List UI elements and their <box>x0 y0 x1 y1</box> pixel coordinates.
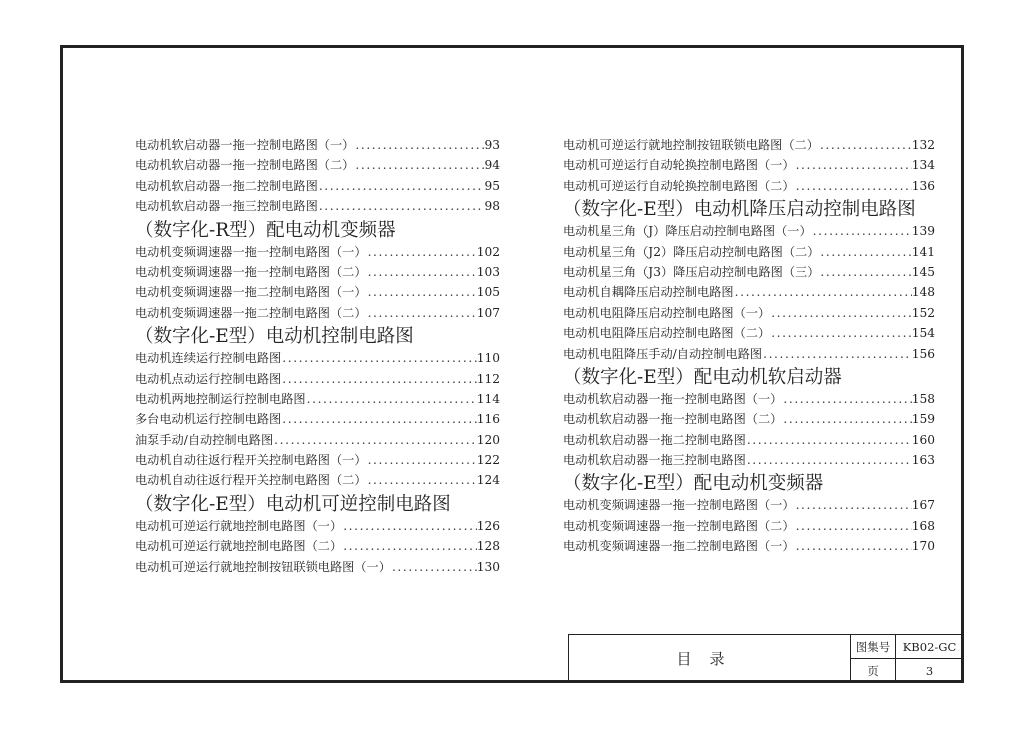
dot-leader <box>795 158 912 172</box>
toc-entry-page: 167 <box>911 498 935 513</box>
section-heading: （数字化-E型）配电动机软启动器 <box>563 366 842 388</box>
toc-entry-page: 122 <box>476 453 500 468</box>
toc-entry[interactable] <box>135 390 500 410</box>
toc-entry-page: 124 <box>476 473 500 488</box>
toc-entry[interactable] <box>563 517 935 537</box>
dot-leader <box>367 473 477 487</box>
toc-entry[interactable] <box>135 471 500 491</box>
toc-entry-page: 148 <box>911 285 935 300</box>
toc-entry[interactable] <box>135 243 500 263</box>
dot-leader <box>782 392 911 406</box>
toc-entry-title: 电动机电阻降压手动/自动控制电路图 <box>563 346 763 361</box>
toc-entry-title: 电动机软启动器一拖一控制电路图（二） <box>563 412 783 427</box>
dot-leader <box>342 519 477 533</box>
page-label: 页 <box>851 659 896 683</box>
toc-entry[interactable] <box>135 537 500 557</box>
dot-leader <box>318 179 485 193</box>
atlas-number-label: 图集号 <box>851 635 896 659</box>
toc-entry-page: 120 <box>476 432 500 447</box>
toc-entry-title: 电动机自耦降压启动控制电路图 <box>563 285 734 300</box>
toc-entry-title: 电动机电阻降压启动控制电路图（一） <box>563 305 771 320</box>
toc-entry[interactable] <box>563 156 935 176</box>
toc-entry-title: 电动机自动往返行程开关控制电路图（二） <box>135 473 367 488</box>
section-heading: （数字化-R型）配电动机变频器 <box>135 219 396 241</box>
toc-entry[interactable] <box>135 349 500 369</box>
toc-entry[interactable] <box>563 451 935 471</box>
toc-entry-page: 93 <box>484 138 500 152</box>
toc-entry-title: 电动机点动运行控制电路图 <box>135 371 282 386</box>
toc-entry-title: 电动机可逆运行就地控制电路图（二） <box>135 539 343 554</box>
dot-leader <box>819 245 911 259</box>
toc-entry[interactable] <box>135 431 500 451</box>
dot-leader <box>367 245 477 259</box>
toc-entry-title: 电动机软启动器一拖三控制电路图 <box>135 199 318 214</box>
toc-entry-title: 电动机变频调速器一拖二控制电路图（一） <box>563 539 795 554</box>
toc-entry[interactable] <box>135 136 500 156</box>
toc-entry[interactable] <box>135 177 500 197</box>
dot-leader <box>367 306 477 320</box>
toc-entry-title: 电动机软启动器一拖二控制电路图 <box>563 432 746 447</box>
title-block <box>568 634 964 683</box>
toc-entry[interactable] <box>563 136 935 156</box>
toc-entry-page: 94 <box>484 158 500 173</box>
toc-entry-page: 152 <box>911 305 935 320</box>
dot-leader <box>367 453 477 467</box>
toc-entry-title: 电动机变频调速器一拖一控制电路图（二） <box>135 264 367 279</box>
toc-entry-title: 电动机电阻降压启动控制电路图（二） <box>563 326 771 341</box>
page-number: 3 <box>896 659 964 683</box>
toc-entry-title: 油泵手动/自动控制电路图 <box>135 432 274 447</box>
toc-entry-page: 156 <box>911 346 935 361</box>
dot-leader <box>367 265 477 279</box>
toc-entry-page: 112 <box>476 371 500 386</box>
toc-entry-page: 103 <box>476 264 500 279</box>
toc-entry-page: 95 <box>484 178 500 193</box>
dot-leader <box>795 498 912 512</box>
toc-entry-title: 电动机连续运行控制电路图 <box>135 351 282 366</box>
toc-entry-page: 107 <box>476 305 500 320</box>
dot-leader <box>795 539 912 553</box>
toc-entry-page: 130 <box>476 559 500 574</box>
dot-leader <box>281 351 476 365</box>
toc-entry[interactable] <box>563 304 935 324</box>
toc-entry-title: 电动机可逆运行就地控制按钮联锁电路图（一） <box>135 559 391 574</box>
dot-leader <box>342 539 477 553</box>
toc-entry[interactable] <box>135 410 500 430</box>
toc-entry-title: 电动机变频调速器一拖一控制电路图（一） <box>135 244 367 259</box>
toc-entry[interactable] <box>563 431 935 451</box>
toc-entry-page: 170 <box>911 539 935 554</box>
dot-leader <box>762 347 912 361</box>
toc-entry[interactable] <box>135 156 500 176</box>
toc-entry-page: 141 <box>911 244 935 259</box>
toc-entry[interactable] <box>563 283 935 303</box>
toc-entry-title: 电动机可逆运行自动轮换控制电路图（二） <box>563 178 795 193</box>
toc-entry[interactable] <box>135 263 500 283</box>
toc-entry[interactable] <box>135 304 500 324</box>
toc-entry-title: 电动机软启动器一拖一控制电路图（一） <box>135 138 355 152</box>
dot-leader <box>354 158 484 172</box>
toc-entry-page: 116 <box>476 412 500 427</box>
toc-entry[interactable] <box>135 451 500 471</box>
toc-entry-title: 电动机软启动器一拖三控制电路图 <box>563 453 746 468</box>
toc-entry[interactable] <box>135 558 500 578</box>
dot-leader <box>734 285 912 299</box>
toc-entry-page: 102 <box>476 244 500 259</box>
toc-entry-page: 128 <box>476 539 500 554</box>
toc-entry-page: 126 <box>476 518 500 533</box>
section-heading: （数字化-E型）配电动机变频器 <box>563 473 824 495</box>
dot-leader <box>306 392 477 406</box>
toc-entry-title: 电动机软启动器一拖一控制电路图（二） <box>135 158 355 173</box>
toc-entry[interactable] <box>563 243 935 263</box>
dot-leader <box>281 412 476 426</box>
dot-leader <box>819 265 911 279</box>
dot-leader <box>746 453 912 467</box>
toc-entry[interactable] <box>563 390 935 410</box>
toc-entry-title: 电动机可逆运行就地控制按钮联锁电路图（二） <box>563 138 819 152</box>
toc-entry-page: 110 <box>476 351 500 366</box>
dot-leader <box>782 412 911 426</box>
dot-leader <box>770 326 912 340</box>
toc-entry-title: 多台电动机运行控制电路图 <box>135 412 282 427</box>
toc-left-column <box>135 136 500 578</box>
toc-entry-title: 电动机软启动器一拖二控制电路图 <box>135 178 318 193</box>
toc-entry[interactable] <box>563 496 935 516</box>
toc-entry-page: 159 <box>911 412 935 427</box>
toc-entry[interactable] <box>563 537 935 557</box>
toc-entry-title: 电动机星三角（J2）降压启动控制电路图（二） <box>563 244 820 259</box>
toc-entry[interactable] <box>563 410 935 430</box>
toc-entry-title: 电动机星三角（J3）降压启动控制电路图（三） <box>563 264 820 279</box>
section-heading: （数字化-E型）电动机降压启动控制电路图 <box>563 199 916 221</box>
toc-entry[interactable] <box>563 345 935 365</box>
dot-leader <box>367 285 477 299</box>
dot-leader <box>281 372 476 386</box>
dot-leader <box>770 306 912 320</box>
toc-entry-title: 电动机变频调速器一拖一控制电路图（二） <box>563 518 795 533</box>
toc-entry-page: 114 <box>476 391 500 406</box>
atlas-number: KB02-GC <box>896 635 964 659</box>
dot-leader <box>795 179 912 193</box>
toc-entry[interactable] <box>563 222 935 242</box>
dot-leader <box>354 138 484 152</box>
toc-entry-title: 电动机可逆运行就地控制电路图（一） <box>135 518 343 533</box>
dot-leader <box>391 560 477 574</box>
toc-entry-title: 电动机变频调速器一拖一控制电路图（一） <box>563 498 795 513</box>
dot-leader <box>273 433 477 447</box>
toc-entry[interactable] <box>563 263 935 283</box>
toc-entry-page: 158 <box>911 391 935 406</box>
toc-entry[interactable] <box>563 177 935 197</box>
toc-entry[interactable] <box>135 197 500 217</box>
toc-entry-page: 139 <box>911 224 935 239</box>
dot-leader <box>795 519 912 533</box>
toc-entry-page: 145 <box>911 264 935 279</box>
toc-entry-title: 电动机星三角（J）降压启动控制电路图（一） <box>563 224 812 239</box>
toc-entry-title: 电动机变频调速器一拖二控制电路图（二） <box>135 305 367 320</box>
toc-entry-title: 电动机自动往返行程开关控制电路图（一） <box>135 453 367 468</box>
toc-entry[interactable] <box>135 517 500 537</box>
toc-entry-page: 136 <box>911 178 935 193</box>
toc-entry-title: 电动机可逆运行自动轮换控制电路图（一） <box>563 158 795 173</box>
toc-entry-page: 154 <box>911 326 935 341</box>
toc-entry-page: 134 <box>911 158 935 173</box>
toc-entry-page: 132 <box>911 138 935 152</box>
dot-leader <box>746 433 912 447</box>
title-block-title: 目录 <box>569 635 851 683</box>
toc-entry[interactable] <box>563 324 935 344</box>
toc-entry-page: 160 <box>911 432 935 447</box>
toc-entry-title: 电动机软启动器一拖一控制电路图（一） <box>563 391 783 406</box>
toc-right-column <box>563 136 935 558</box>
toc-entry[interactable] <box>135 283 500 303</box>
toc-entry-page: 168 <box>911 518 935 533</box>
toc-entry-page: 105 <box>476 285 500 300</box>
toc-entry-page: 163 <box>911 453 935 468</box>
toc-entry[interactable] <box>135 370 500 390</box>
dot-leader <box>318 199 485 213</box>
section-heading: （数字化-E型）电动机可逆控制电路图 <box>135 493 451 515</box>
section-heading: （数字化-E型）电动机控制电路图 <box>135 326 414 348</box>
toc-entry-title: 电动机变频调速器一拖二控制电路图（一） <box>135 285 367 300</box>
toc-entry-title: 电动机两地控制运行控制电路图 <box>135 391 306 406</box>
dot-leader <box>819 138 912 152</box>
toc-entry-page: 98 <box>484 199 500 214</box>
dot-leader <box>812 224 912 238</box>
